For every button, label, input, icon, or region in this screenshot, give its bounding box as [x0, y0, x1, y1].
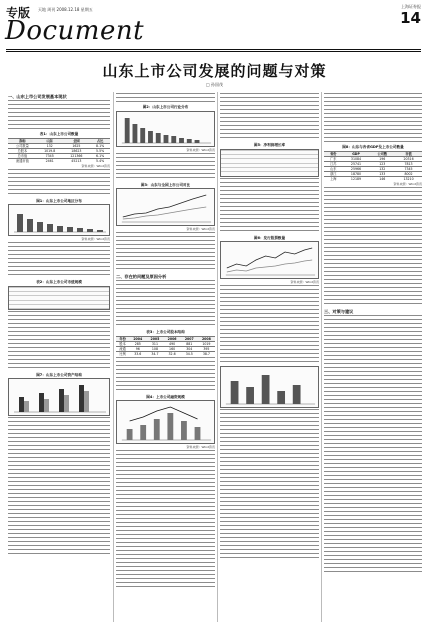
table-header: 年份 [116, 336, 129, 341]
chart-figure-3 [116, 188, 215, 226]
table-cell: 38.7 [198, 351, 215, 356]
body-text [8, 311, 110, 371]
table-cell: 6.1% [90, 153, 110, 158]
section-label: 专版 [6, 6, 31, 20]
body-text [8, 100, 110, 130]
table-cell: 1019.8 [37, 148, 63, 153]
table-header: 2008 [198, 336, 215, 341]
chart-figure-4 [116, 400, 215, 444]
table-header: 2007 [181, 336, 198, 341]
chart-figure-6 [220, 241, 319, 279]
body-text [116, 93, 215, 103]
body-text [8, 169, 110, 197]
table-cell: 25966 [343, 166, 370, 171]
body-text [116, 232, 215, 272]
body-text [220, 409, 319, 559]
masthead-rule [6, 49, 421, 50]
table-cell: 32.6 [164, 351, 181, 356]
table-cell: 总市值 [8, 153, 37, 158]
data-table-5 [220, 149, 319, 177]
figure-caption: 图2：山东上市公司行业分布 [142, 105, 189, 109]
figure-caption: 图7：山东上市公司资产结构 [36, 372, 82, 377]
figure-caption: 图6：发行股票数量 [253, 235, 286, 240]
document-wordmark: Document [5, 16, 145, 46]
table-cell: 123 [369, 161, 395, 166]
figure-caption: 图1：山东上市公司地区分布 [36, 198, 82, 203]
table-header: 市值 [395, 151, 422, 156]
table-cell: 12189 [343, 176, 370, 181]
table-caption: 表1：山东上市公司数量 [39, 132, 79, 136]
table-cell: 上海 [324, 176, 343, 181]
table-cell: 浙江 [324, 171, 343, 176]
source-note: 资料来源：Wind资讯 [186, 147, 215, 152]
table-header: 公司数 [369, 151, 395, 156]
table-cell: 146 [369, 176, 395, 181]
article-column-2 [116, 92, 215, 591]
table-row [324, 176, 422, 181]
body-text [220, 285, 319, 365]
bar-chart-graphic [117, 112, 214, 146]
article-column-1 [8, 92, 110, 558]
chart-figure-2 [116, 111, 215, 147]
issue-info: 天地 周刊 2008.12.18 星期五 [38, 7, 93, 12]
source-note: 资料来源：Wind资讯 [81, 237, 110, 241]
figure-caption: 图5：净利润增长率 [253, 143, 286, 147]
table-cell: 18780 [343, 171, 370, 176]
masthead-rule-thin [6, 51, 421, 52]
table-cell: 5.5% [90, 148, 110, 153]
table-cell: 5.4% [90, 158, 110, 163]
section-heading: 二、存在的问题及原因分析 [116, 274, 167, 279]
table-cell: 20316 [395, 156, 422, 161]
table-cell: 公司数量 [8, 143, 37, 148]
table-header: 2006 [164, 336, 181, 341]
bar-chart-graphic [9, 205, 109, 235]
line-chart-graphic [221, 242, 318, 278]
source-note: 资料来源：Wind资讯 [186, 227, 215, 231]
body-text [220, 93, 319, 141]
data-table-3 [116, 336, 215, 356]
line-bar-graphic [117, 401, 214, 443]
table-cell: 流通市值 [8, 158, 37, 163]
table-row [116, 351, 215, 356]
byline: □ 孙国茂 [205, 82, 224, 87]
table-cell: 34.5 [181, 351, 198, 356]
table-cell: 山东 [324, 166, 343, 171]
column-divider [217, 92, 218, 622]
table-header: 省份 [324, 151, 343, 156]
body-text [116, 450, 215, 590]
table-cell: 江苏 [324, 161, 343, 166]
page-number: 14 [400, 9, 421, 27]
table-cell: 7813 [395, 161, 422, 166]
chart-figure-extra [220, 366, 319, 408]
table-cell: 881 [181, 341, 198, 346]
table-cell: 1019 [198, 341, 215, 346]
table-cell: 8002 [395, 171, 422, 176]
table-caption: 表2：山东上市公司市值规模 [36, 280, 82, 284]
table-cell: 490 [164, 341, 181, 346]
body-text [324, 315, 422, 575]
table-header: 全国 [63, 138, 91, 143]
body-text [220, 178, 319, 234]
figure-caption: 图4：上市公司融资规模 [146, 394, 185, 399]
section-heading: 一、山东上市公司发展基本现状 [8, 94, 67, 99]
table-cell: 160 [164, 346, 181, 351]
table-header: 占比 [90, 138, 110, 143]
body-text [116, 357, 215, 393]
data-table-8 [324, 151, 422, 181]
table-row [8, 158, 110, 163]
table-cell: 25741 [343, 161, 370, 166]
table-header: GDP [343, 151, 370, 156]
table-cell: 196 [369, 156, 395, 161]
table-header: 2004 [129, 336, 146, 341]
table-header: 山东 [37, 138, 63, 143]
page-headline: 山东上市公司发展的问题与对策 [102, 62, 327, 80]
body-text [324, 93, 422, 143]
line-chart-graphic [117, 189, 214, 225]
grouped-bar-graphic [9, 379, 109, 415]
table-header: 2005 [146, 336, 163, 341]
body-text [116, 280, 215, 328]
table-cell: 96 [129, 346, 146, 351]
table-cell: 流通 [116, 346, 129, 351]
body-text [8, 417, 110, 557]
source-note: 资料来源：Wind资讯 [290, 280, 319, 284]
body-text [324, 187, 422, 307]
source-note: 资料来源：Wind资讯 [393, 181, 422, 186]
source-note: 资料来源：Wind资讯 [186, 445, 215, 449]
table-cell: 132 [37, 143, 63, 148]
table-cell: 比例 [116, 351, 129, 356]
article-column-3 [220, 92, 319, 560]
column-divider [321, 92, 322, 622]
table-cell: 285 [129, 341, 146, 346]
body-text [8, 242, 110, 278]
table-cell: 1625 [63, 143, 91, 148]
data-table-2 [8, 286, 110, 310]
table-cell: 311 [146, 341, 163, 346]
bar-chart-graphic [221, 367, 318, 407]
body-text [116, 153, 215, 181]
table-cell: 18623 [63, 148, 91, 153]
table-cell: 7345 [37, 153, 63, 158]
figure-caption: 图8：山东与各省GDP及上市公司数量 [342, 145, 404, 149]
table-cell: 2461 [37, 158, 63, 163]
source-note: 资料来源：Wind资讯 [81, 163, 110, 168]
data-table-1 [8, 138, 110, 163]
column-divider [113, 92, 114, 622]
table-cell: 13210 [395, 176, 422, 181]
table-cell: 121366 [63, 153, 91, 158]
table-cell: 304 [181, 346, 198, 351]
table-cell: 7345 [395, 166, 422, 171]
figure-caption: 图3：山东与全国上市公司对比 [140, 182, 191, 187]
table-cell: 8.1% [90, 143, 110, 148]
table-cell: 31084 [343, 156, 370, 161]
table-cell: 132 [369, 166, 395, 171]
table-cell: 总股本 [8, 148, 37, 153]
article-column-4 [324, 92, 422, 576]
table-header: 指标 [8, 138, 37, 143]
table-cell: 股本 [116, 341, 129, 346]
table-cell: 广东 [324, 156, 343, 161]
table-cell: 108 [146, 346, 163, 351]
table-cell: 395 [198, 346, 215, 351]
publication-name: 上海证券报 [401, 4, 421, 9]
chart-figure-7 [8, 378, 110, 416]
section-heading: 三、对策与建议 [324, 308, 354, 314]
chart-figure-1 [8, 204, 110, 236]
table-cell: 45213 [63, 158, 91, 163]
table-cell: 34.7 [146, 351, 163, 356]
masthead-right [400, 4, 421, 26]
table-cell: 133 [369, 171, 395, 176]
table-cell: 33.6 [129, 351, 146, 356]
table-caption: 表3：上市公司股本结构 [146, 330, 185, 334]
